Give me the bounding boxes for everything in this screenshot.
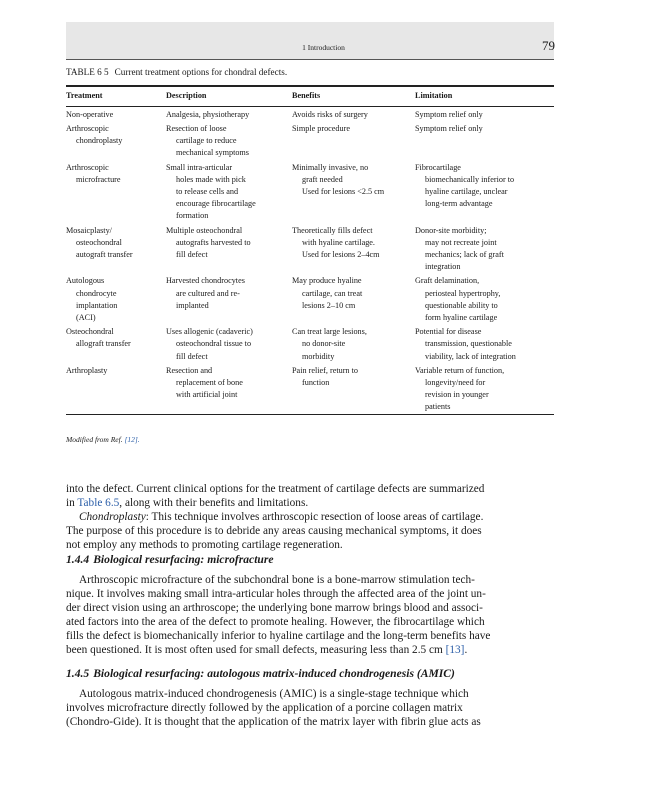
cell-line: biomechanically inferior to (425, 174, 515, 184)
cell-line: Arthroscopic (66, 162, 109, 172)
cell-line: Symptom relief only (415, 123, 483, 133)
column-header-description: Description (166, 90, 207, 100)
cell-line: autografts harvested to (176, 237, 251, 247)
table-note-reference[interactable]: [12]. (124, 435, 140, 444)
text-line: fills the defect is biomechanically inferior to hyaline cartilage and the long-term benefits have (66, 630, 491, 642)
cell-line: integration (425, 262, 461, 272)
cell-limitation (415, 123, 554, 160)
cell-line: implanted (176, 300, 209, 310)
cell-line: allograft transfer (76, 339, 131, 349)
cell-line: (ACI) (76, 312, 96, 322)
running-title: 1 Introduction (302, 43, 345, 52)
cell-line: hyaline cartilage, unclear (425, 186, 508, 196)
table-row (66, 363, 554, 414)
cell-treatment (66, 326, 166, 363)
cell-line: Harvested chondrocytes (166, 276, 245, 286)
cell-line: autograft transfer (76, 249, 133, 259)
cell-benefits (292, 275, 415, 324)
table-row (66, 160, 554, 223)
paragraph-chondroplasty (66, 510, 554, 552)
text-fragment: , along with their benefits and limitations. (119, 497, 309, 509)
cell-line: cartilage, can treat (302, 288, 363, 298)
section-title: Biological resurfacing: microfracture (93, 553, 274, 566)
cell-line: Donor-site morbidity; (415, 225, 487, 235)
paragraph-intro (66, 482, 554, 510)
cell-line: to release cells and (176, 186, 239, 196)
cell-line: patients (425, 402, 451, 412)
cell-line: Arthroscopic (66, 123, 109, 133)
cell-line: long-term advantage (425, 199, 493, 209)
section-heading-1-4-4 (66, 553, 274, 566)
text-line (66, 496, 554, 510)
cell-line: may not recreate joint (425, 237, 497, 247)
cell-line: holes made with pick (176, 174, 246, 184)
section-number: 1.4.5 (66, 667, 90, 680)
cell-line: mechanical symptoms (176, 148, 249, 158)
cell-line: revision in younger (425, 390, 489, 400)
cell-treatment (66, 109, 166, 121)
table-caption-text: Current treatment options for chondral defects. (114, 67, 288, 77)
cell-line: Graft delamination, (415, 276, 480, 286)
cell-line: no donor-site (302, 339, 346, 349)
cell-limitation (415, 225, 554, 274)
cell-line: encourage fibrocartilage (176, 199, 256, 209)
cell-benefits (292, 123, 415, 160)
cell-line: with hyaline cartilage. (302, 237, 375, 247)
text-line: into the defect. Current clinical options for the treatment of cartilage defects are summarized (66, 483, 485, 495)
cell-line: microfracture (76, 174, 121, 184)
cell-line: Resection of loose (166, 123, 227, 133)
cell-line: function (302, 377, 330, 387)
text-line (66, 643, 554, 657)
cell-limitation (415, 162, 554, 223)
cell-treatment (66, 365, 166, 414)
cell-line: osteochondral (76, 237, 122, 247)
cell-line: Small intra-articular (166, 162, 233, 172)
cell-line: formation (176, 211, 209, 221)
cell-line: Arthroplasty (66, 365, 108, 375)
cell-limitation (415, 109, 554, 121)
cell-line: fill defect (176, 249, 208, 259)
cell-treatment (66, 275, 166, 324)
cell-line: periosteal hypertrophy, (425, 288, 501, 298)
cell-line: with artificial joint (176, 390, 238, 400)
text-line: The purpose of this procedure is to debride any areas causing mechanical symptoms, it does (66, 525, 482, 537)
cell-line: mechanics; lack of graft (425, 249, 504, 259)
table-label: TABLE 6 5 (66, 67, 109, 77)
cell-line: chondroplasty (76, 136, 123, 146)
text-line: der direct vision using an arthroscope; the underlying bone marrow brings blood and associ- (66, 602, 483, 614)
cell-line: Autologous (66, 276, 105, 286)
cell-description (166, 123, 292, 160)
table-caption (66, 67, 287, 77)
cell-line: Potential for disease (415, 327, 482, 337)
cell-treatment (66, 123, 166, 160)
cell-benefits (292, 225, 415, 274)
cell-description (166, 365, 292, 414)
text-fragment: : This technique involves arthroscopic resection of loose areas of cartilage. (145, 511, 484, 523)
cell-line: Non-operative (66, 109, 114, 119)
cell-line: transmission, questionable (425, 339, 512, 349)
cell-line: are cultured and re- (176, 288, 240, 298)
table-link[interactable]: Table 6.5 (77, 497, 120, 509)
cell-line: cartilage to reduce (176, 136, 237, 146)
cell-line: Mosaicplasty/ (66, 225, 112, 235)
page-header (0, 0, 647, 65)
text-fragment: in (66, 497, 75, 509)
header-rule (66, 59, 554, 60)
cell-line: chondrocyte (76, 288, 117, 298)
text-line: Arthroscopic microfracture of the subchondral bone is a bone-marrow stimulation tech- (79, 574, 475, 586)
cell-benefits (292, 109, 415, 121)
section-number: 1.4.4 (66, 553, 90, 566)
table-bottom-rule (66, 414, 554, 416)
paragraph-microfracture (66, 573, 554, 657)
cell-line: Resection and (166, 365, 213, 375)
section-heading-1-4-5 (66, 667, 455, 680)
cell-line: questionable ability to (425, 300, 498, 310)
cell-line: form hyaline cartilage (425, 312, 498, 322)
page-number: 79 (542, 38, 555, 53)
cell-treatment (66, 162, 166, 223)
text-line: nique. It involves making small intra-articular holes through the affected area of the joint un- (66, 588, 486, 600)
cell-benefits (292, 326, 415, 363)
table-row (66, 107, 554, 121)
table-note (66, 435, 140, 444)
cell-line: longevity/need for (425, 377, 486, 387)
cell-limitation (415, 275, 554, 324)
cell-line: Minimally invasive, no (292, 162, 369, 172)
cell-line: Osteochondral (66, 327, 114, 337)
cell-line: Analgesia, physiotherapy (166, 109, 250, 119)
column-header-benefits: Benefits (292, 90, 321, 100)
cell-line: lesions 2–10 cm (302, 300, 356, 310)
table-row (66, 324, 554, 363)
cell-line: osteochondral tissue to (176, 339, 252, 349)
header-band (66, 22, 554, 60)
cell-line: implantation (76, 300, 118, 310)
cell-benefits (292, 162, 415, 223)
paragraph-amic (66, 687, 554, 729)
column-header-treatment: Treatment (66, 90, 103, 100)
table-body (66, 107, 554, 414)
cell-line: Symptom relief only (415, 109, 483, 119)
cell-line: May produce hyaline (292, 276, 362, 286)
cell-line: Used for lesions <2.5 cm (302, 186, 385, 196)
cell-line: Fibrocartilage (415, 162, 461, 172)
cell-benefits (292, 365, 415, 414)
table-row (66, 223, 554, 274)
cell-description (166, 162, 292, 223)
text-line: ated factors into the area of the defect to promote healing. However, the fibrocartilage which (66, 616, 485, 628)
table-header-row (66, 87, 554, 106)
text-line: not employ any methods to promoting cartilage regeneration. (66, 539, 343, 551)
table-note-text: Modified from Ref. (66, 435, 123, 444)
cell-line: viability, lack of integration (425, 351, 516, 361)
cell-line: Simple procedure (292, 123, 350, 133)
cell-line: Variable return of function, (415, 365, 505, 375)
cell-description (166, 225, 292, 274)
text-line (66, 510, 554, 524)
cell-limitation (415, 365, 554, 414)
cell-limitation (415, 326, 554, 363)
treatment-options-table (66, 85, 554, 415)
table-row (66, 273, 554, 324)
text-line: Autologous matrix-induced chondrogenesis (AMIC) is a single-stage technique which (79, 688, 469, 700)
column-header-limitation: Limitation (415, 90, 453, 100)
cell-line: Avoids risks of surgery (292, 109, 368, 119)
term-chondroplasty: Chondroplasty (79, 511, 146, 523)
cell-description (166, 326, 292, 363)
cell-treatment (66, 225, 166, 274)
cell-line: Used for lesions 2–4cm (302, 249, 380, 259)
cell-line: Uses allogenic (cadaveric) (166, 327, 253, 337)
text-fragment: been questioned. It is most often used for small defects, measuring less than 2.5 cm (66, 644, 443, 656)
reference-link[interactable]: [13] (445, 644, 465, 656)
text-line: involves microfracture directly followed by the application of a porcine collagen matrix (66, 702, 463, 714)
cell-line: replacement of bone (176, 377, 243, 387)
cell-line: morbidity (302, 351, 335, 361)
cell-line: Theoretically fills defect (292, 225, 373, 235)
table-row (66, 121, 554, 160)
text-fragment: . (464, 644, 468, 656)
text-line: (Chondro-Gide). It is thought that the application of the matrix layer with fibrin glue acts as (66, 716, 481, 728)
cell-line: Can treat large lesions, (292, 327, 367, 337)
cell-line: Pain relief, return to (292, 365, 358, 375)
cell-description (166, 109, 292, 121)
cell-line: Multiple osteochondral (166, 225, 243, 235)
section-title: Biological resurfacing: autologous matrix-induced chondrogenesis (AMIC) (93, 667, 455, 680)
cell-description (166, 275, 292, 324)
cell-line: graft needed (302, 174, 343, 184)
cell-line: fill defect (176, 351, 208, 361)
